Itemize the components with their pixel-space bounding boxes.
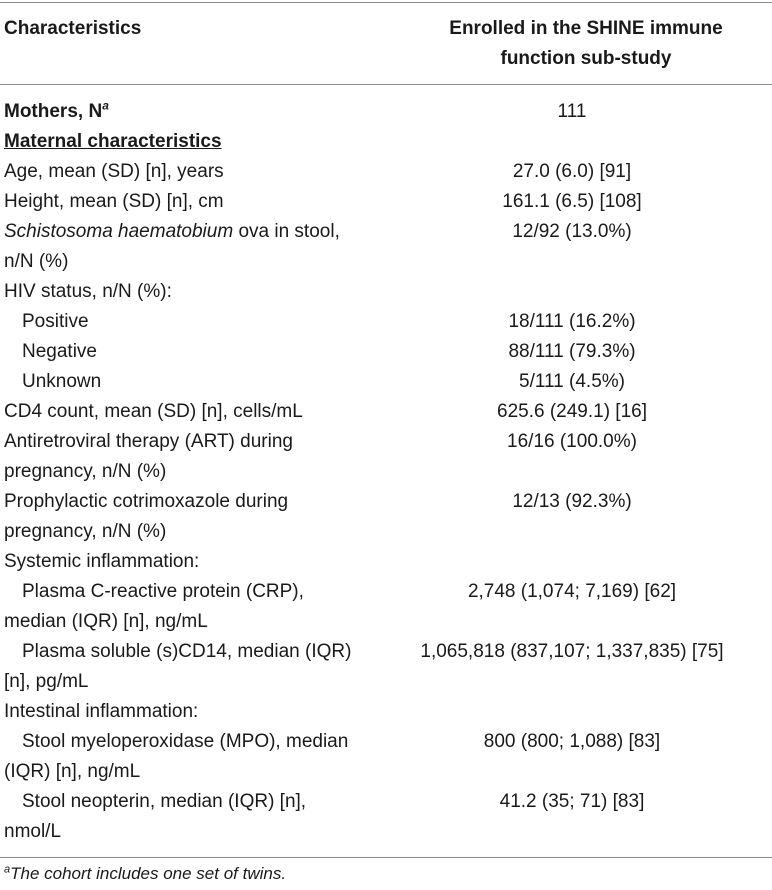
table-row-intestinal-inflammation: Intestinal inflammation: bbox=[4, 701, 199, 722]
table-row-crp: Plasma C-reactive protein (CRP), median (IQR) [n], ng/mL 2,748 (1,074; 7,169) [62] bbox=[4, 581, 677, 632]
footnote-text: The cohort includes one set of twins. bbox=[10, 864, 287, 883]
table-row-schistosoma: Schistosoma haematobium ova in stool, n/N (%) 12/92 (13.0%) bbox=[4, 221, 632, 272]
table-header bbox=[0, 10, 772, 80]
mothers-label: Mothers, N bbox=[4, 101, 103, 122]
mothers-footnote-marker: a bbox=[102, 98, 109, 113]
table-footnote bbox=[4, 862, 286, 886]
table-row-systemic-inflammation: Systemic inflammation: bbox=[4, 551, 200, 572]
table-body bbox=[0, 97, 772, 847]
table-row-height: Height, mean (SD) [n], cm 161.1 (6.5) [108] bbox=[4, 191, 642, 212]
footnote-marker: a bbox=[4, 863, 11, 876]
mothers-value: 111 bbox=[557, 101, 587, 122]
table-row-art: Antiretroviral therapy (ART) during pregnancy, n/N (%) 16/16 (100.0%) bbox=[4, 431, 637, 482]
table-row-neopterin: Stool neopterin, median (IQR) [n], nmol/L 41.2 (35; 71) [83] bbox=[4, 791, 645, 842]
header-enrolled: Enrolled in the SHINE immune function sub-study bbox=[449, 18, 723, 69]
table-row-cd4: CD4 count, mean (SD) [n], cells/mL 625.6 (249.1) [16] bbox=[4, 401, 647, 422]
table-row-hiv-status: HIV status, n/N (%): bbox=[4, 281, 172, 302]
table-row-mpo: Stool myeloperoxidase (MPO), median (IQR) [n], ng/mL 800 (800; 1,088) [83] bbox=[4, 731, 661, 782]
bottom-rule bbox=[0, 857, 772, 858]
table-row-hiv-unknown: Unknown 5/111 (4.5%) bbox=[22, 371, 625, 392]
table-row-mothers bbox=[0, 97, 772, 127]
section-heading bbox=[0, 127, 772, 157]
table-row-hiv-positive: Positive 18/111 (16.2%) bbox=[22, 311, 636, 332]
table-row-cotrimoxazole: Prophylactic cotrimoxazole during pregnancy, n/N (%) 12/13 (92.3%) bbox=[4, 491, 632, 542]
table-row-scd14: Plasma soluble (s)CD14, median (IQR) [n], pg/mL 1,065,818 (837,107; 1,337,835) [75] bbox=[4, 641, 724, 692]
header-rule bbox=[0, 84, 772, 85]
maternal-characteristics-heading: Maternal characteristics bbox=[4, 131, 222, 152]
header-characteristics: Characteristics bbox=[4, 18, 142, 39]
table-row-age: Age, mean (SD) [n], years 27.0 (6.0) [91] bbox=[4, 161, 632, 182]
table-row-hiv-negative: Negative 88/111 (79.3%) bbox=[22, 341, 636, 362]
top-rule bbox=[0, 2, 772, 3]
